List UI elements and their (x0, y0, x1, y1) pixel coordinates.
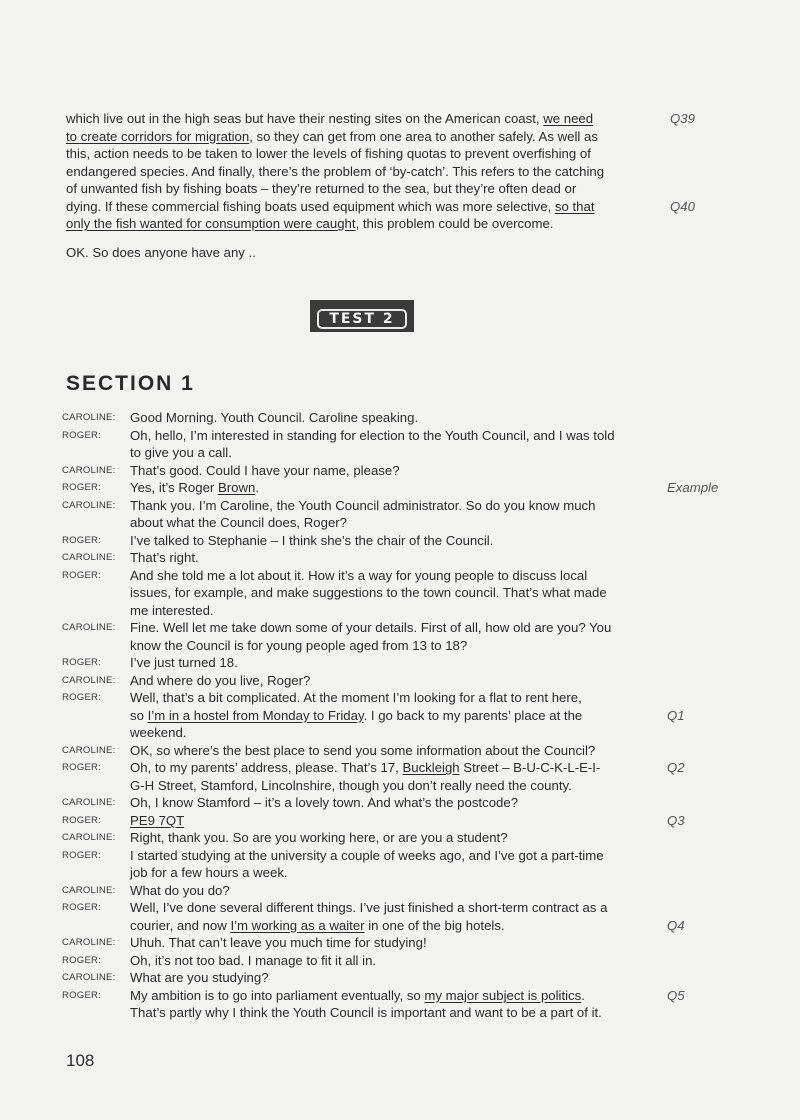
speech-line (130, 672, 665, 690)
speech-text (130, 549, 665, 567)
speech-line (130, 864, 665, 882)
speaker-label: ROGER: (62, 692, 102, 703)
dialogue-turn (62, 462, 742, 480)
test-banner (310, 300, 414, 332)
speech-line (130, 724, 665, 742)
dialogue-turn (62, 689, 742, 742)
speaker-label: ROGER: (62, 989, 102, 1001)
speech-line (130, 479, 665, 497)
intro-line: dying. If these commercial fishing boats used equipment which was more selective, so that Q40 (66, 198, 695, 214)
speech-text (130, 759, 665, 794)
answer-underline: I’m in a hostel from Monday to Friday (147, 707, 364, 723)
speaker-label: ROGER: (62, 954, 102, 966)
speech-line (130, 444, 665, 462)
dialogue-turn (62, 479, 742, 497)
dialogue-turn (62, 847, 742, 882)
dialogue-turn (62, 742, 742, 760)
speech-fragment: Oh, it’s not too bad. I manage to fit it all in. (130, 952, 377, 968)
question-marker: Q4 (667, 917, 685, 933)
speech-text (130, 899, 665, 934)
speech-fragment: That’s good. Could I have your name, please? (130, 462, 400, 478)
speech-line (130, 584, 665, 602)
speaker-label: CAROLINE: (62, 797, 116, 808)
speech-text (130, 829, 665, 847)
speech-fragment: know the Council is for young people aged from 13 to 18? (130, 637, 468, 653)
speech-line (130, 812, 665, 830)
speech-fragment: Right, thank you. So are you working here, or are you a student? (130, 830, 508, 845)
speech-text (130, 934, 665, 952)
speech-fragment: I started studying at the university a couple of weeks ago, and I’ve got a part-time (130, 847, 604, 863)
speech-fragment: so (130, 707, 148, 723)
speaker-label: CAROLINE: (62, 622, 116, 633)
speech-fragment: Oh, hello, I’m interested in standing for election to the Youth Council, and I was told (130, 427, 615, 443)
speech-line (130, 969, 665, 987)
speech-fragment: I’ve just turned 18. (130, 655, 238, 670)
speech-fragment: Well, that’s a bit complicated. At the moment I’m looking for a flat to rent here, (130, 690, 582, 705)
speech-line (130, 847, 665, 865)
speech-line (130, 777, 665, 795)
speech-line (130, 514, 665, 532)
speech-text (130, 987, 665, 1022)
speech-fragment: My ambition is to go into parliament eventually, so (130, 987, 425, 1003)
speech-text (130, 479, 665, 497)
dialogue-turn (62, 497, 742, 532)
speaker-label: ROGER: (62, 657, 102, 668)
speech-line (130, 794, 665, 812)
answer-underline: PE9 7QT (130, 812, 185, 828)
dialogue-turn (62, 952, 742, 970)
intro-line: endangered species. And finally, there’s the problem of ‘by-catch’. This refers to the catching (66, 163, 605, 179)
speaker-label: CAROLINE: (62, 972, 116, 983)
speech-text (130, 952, 665, 970)
speech-fragment: Oh, I know Stamford – it’s a lovely town. And what’s the postcode? (130, 795, 519, 810)
question-marker: Q2 (667, 760, 685, 775)
intro-line: which live out in the high seas but have their nesting sites on the American coast, we need Q39 (66, 111, 695, 126)
dialogue-turn (62, 794, 742, 812)
speech-line (130, 689, 665, 707)
speech-fragment: What do you do? (130, 882, 230, 898)
speech-fragment: to give you a call. (130, 445, 232, 460)
speech-text (130, 812, 665, 830)
speech-fragment: courier, and now (130, 917, 231, 933)
speech-line (130, 952, 665, 970)
speaker-label: ROGER: (62, 902, 102, 913)
speech-line (130, 899, 665, 917)
speech-fragment: . I go back to my parents’ place at the (363, 707, 583, 723)
intro-line: this, action needs to be taken to lower the levels of fishing quotas to prevent overfishing of (66, 146, 591, 161)
speech-text (130, 794, 665, 812)
speech-text (130, 619, 665, 654)
speaker-label: ROGER: (62, 569, 102, 581)
speech-line (130, 427, 665, 445)
speech-fragment: job for a few hours a week. (130, 865, 288, 880)
speech-line (130, 637, 665, 655)
answer-underline: only the fish wanted for consumption were caught (66, 216, 356, 231)
speech-line (130, 497, 665, 515)
speech-text (130, 567, 665, 620)
speech-fragment: What are you studying? (130, 970, 269, 985)
speech-fragment: weekend. (130, 725, 187, 740)
speech-fragment: Yes, it’s Roger (130, 480, 218, 495)
speech-line (130, 409, 665, 427)
closing-line: OK. So does anyone have any .. (66, 245, 256, 260)
answer-underline: Brown (217, 480, 256, 495)
speech-fragment: me interested. (130, 602, 214, 618)
speaker-label: ROGER: (62, 429, 102, 441)
speech-line (130, 829, 665, 847)
speech-fragment: G-H Street, Stamford, Lincolnshire, though you don’t really need the county. (130, 777, 572, 793)
dialogue-turn (62, 934, 742, 952)
dialogue-turn (62, 409, 742, 427)
question-marker-q40: Q40 (670, 198, 695, 214)
speaker-label: CAROLINE: (62, 412, 116, 423)
dialogue-turn (62, 532, 742, 550)
speech-fragment: Uhuh. That can’t leave you much time for studying! (130, 935, 427, 950)
question-marker-q39: Q39 (670, 111, 695, 126)
answer-underline: Buckleigh (402, 760, 460, 775)
speech-fragment: . (255, 480, 260, 495)
dialogue-turn (62, 829, 742, 847)
speech-line (130, 654, 665, 672)
dialogue-turn (62, 899, 742, 934)
page-number: 108 (66, 1051, 95, 1070)
speech-fragment: Well, I’ve done several different things. I’ve just finished a short-term contract as a (130, 900, 608, 915)
speech-line (130, 707, 665, 725)
speech-fragment: in one of the big hotels. (364, 917, 505, 933)
speech-line (130, 759, 665, 777)
speech-line (130, 619, 665, 637)
speech-line (130, 532, 665, 550)
speaker-label: CAROLINE: (62, 937, 116, 948)
speech-text (130, 672, 665, 690)
speaker-label: ROGER: (62, 482, 102, 493)
speech-fragment: about what the Council does, Roger? (130, 515, 348, 530)
speaker-label: ROGER: (62, 534, 102, 546)
answer-underline: to create corridors for migration (66, 128, 250, 144)
speaker-label: CAROLINE: (62, 552, 116, 563)
speech-text (130, 462, 665, 480)
speaker-label: CAROLINE: (62, 464, 116, 476)
intro-line: to create corridors for migration, so they can get from one area to another safely. As well as (66, 128, 598, 144)
speech-fragment: OK, so where’s the best place to send you some information about the Council? (130, 742, 596, 758)
dialogue-turn (62, 549, 742, 567)
speech-text (130, 969, 665, 987)
speech-line (130, 462, 665, 480)
speaker-label: ROGER: (62, 849, 102, 861)
section-title: SECTION 1 (66, 372, 195, 395)
dialogue-turn (62, 672, 742, 690)
answer-underline: we need (543, 111, 594, 126)
question-marker: Q1 (667, 707, 685, 723)
speech-fragment: Thank you. I’m Caroline, the Youth Council administrator. So do you know much (130, 497, 596, 513)
intro-line: of unwanted fish by fishing boats – they’re returned to the sea, but they’re often dead or (66, 181, 577, 196)
question-marker: Q5 (667, 987, 685, 1003)
answer-underline: so that (554, 198, 595, 214)
question-marker: Q3 (667, 812, 685, 828)
speech-text (130, 654, 665, 672)
speech-fragment: Fine. Well let me take down some of your details. First of all, how old are you? You (130, 620, 612, 635)
speech-line (130, 1004, 665, 1022)
speech-fragment: Oh, to my parents’ address, please. That’s 17, (130, 760, 403, 775)
speaker-label: CAROLINE: (62, 884, 116, 896)
answer-underline: my major subject is politics (424, 987, 582, 1003)
dialogue-turn (62, 812, 742, 830)
dialogue-turn (62, 987, 742, 1022)
dialogue-turn (62, 969, 742, 987)
speech-fragment: And she told me a lot about it. How it’s a way for young people to discuss local (130, 567, 588, 583)
speech-line (130, 742, 665, 760)
speech-fragment: That’s partly why I think the Youth Council is important and want to be a part of it. (130, 1005, 602, 1020)
dialogue-turn (62, 882, 742, 900)
speaker-label: CAROLINE: (62, 674, 116, 686)
intro-paragraph (66, 110, 736, 233)
speech-text (130, 427, 665, 462)
speech-text (130, 882, 665, 900)
speaker-label: ROGER: (62, 762, 102, 773)
speech-line (130, 602, 665, 620)
speech-line (130, 882, 665, 900)
speaker-label: CAROLINE: (62, 832, 116, 843)
test-banner-label: TEST 2 (317, 309, 407, 329)
dialogue-turn (62, 567, 742, 620)
speech-text (130, 532, 665, 550)
speech-fragment: . (581, 987, 585, 1003)
speech-fragment: I’ve talked to Stephanie – I think she’s the chair of the Council. (130, 532, 494, 548)
dialogue-turn (62, 759, 742, 794)
speech-text (130, 409, 665, 427)
speech-line (130, 934, 665, 952)
speech-fragment: Street – B-U-C-K-L-E-I- (459, 760, 601, 775)
speaker-label: CAROLINE: (62, 744, 116, 756)
dialogue-turn (62, 654, 742, 672)
speech-text (130, 847, 665, 882)
speech-line (130, 987, 665, 1005)
speech-text (130, 689, 665, 742)
speech-fragment: Good Morning. Youth Council. Caroline speaking. (130, 410, 419, 425)
dialogue-transcript (62, 409, 742, 1022)
intro-line: only the fish wanted for consumption were caught, this problem could be overcome. (66, 216, 554, 231)
speech-line (130, 567, 665, 585)
speech-line (130, 549, 665, 567)
speaker-label: CAROLINE: (62, 499, 116, 511)
speech-fragment: And where do you live, Roger? (130, 672, 311, 688)
answer-underline: I’m working as a waiter (230, 917, 365, 933)
dialogue-turn (62, 619, 742, 654)
speech-fragment: That’s right. (130, 550, 199, 565)
question-marker: Example (667, 480, 719, 495)
speaker-label: ROGER: (62, 814, 102, 826)
speech-fragment: issues, for example, and make suggestions to the town council. That’s what made (130, 585, 607, 600)
speech-text (130, 742, 665, 760)
dialogue-turn (62, 427, 742, 462)
speech-text (130, 497, 665, 532)
speech-line (130, 917, 665, 935)
